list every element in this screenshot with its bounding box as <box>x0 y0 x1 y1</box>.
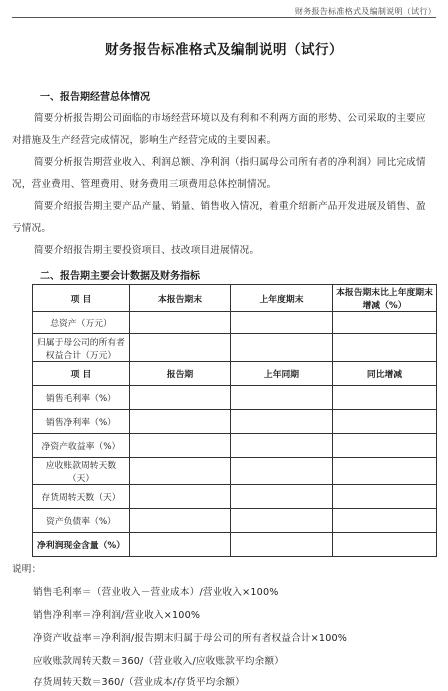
table-cell <box>333 533 437 557</box>
header-item-2: 项 目 <box>33 362 130 386</box>
table-cell <box>130 312 231 334</box>
table-cell <box>231 533 333 557</box>
table-cell <box>231 410 333 434</box>
table-cell <box>333 334 437 362</box>
table-row <box>33 485 437 509</box>
document-title: 财务报告标准格式及编制说明（试行） <box>105 42 343 58</box>
formula-receivable-days: 应收账款周转天数＝360/（营业收入/应收账款平均余额） <box>33 656 285 667</box>
table-cell <box>130 458 231 485</box>
header-prior-year-end: 上年度期末 <box>231 285 333 312</box>
header-current-period-end: 本报告期末 <box>130 285 231 312</box>
header-divider <box>12 17 436 18</box>
table-cell <box>231 312 333 334</box>
section-1-heading: 一、报告期经营总体情况 <box>40 92 150 103</box>
table-cell <box>130 533 231 557</box>
formula-inventory-days: 存货周转天数＝360/（营业成本/存货平均余额） <box>33 677 245 688</box>
row-label-total-assets: 总资产（万元） <box>33 312 130 334</box>
table-row <box>33 386 437 410</box>
table-cell <box>130 334 231 362</box>
table-row <box>33 533 437 557</box>
row-label-receivable-days: 应收账款周转天数（天） <box>33 458 130 485</box>
row-label-debt-ratio: 资产负债率（%） <box>33 509 130 533</box>
table-row <box>33 312 437 334</box>
table-cell <box>231 509 333 533</box>
header-same-period-last-year: 上年同期 <box>231 362 333 386</box>
section-2-heading: 二、报告期主要会计数据及财务指标 <box>40 271 200 282</box>
header-change-vs-prior-year-end: 本报告期末比上年度期末增减（%） <box>333 285 437 312</box>
table-cell <box>231 334 333 362</box>
row-label-roe: 净资产收益率（%） <box>33 434 130 458</box>
header-item: 项 目 <box>33 285 130 312</box>
table-cell <box>333 434 437 458</box>
row-label-parent-equity: 归属于母公司的所有者权益合计（万元） <box>33 334 130 362</box>
table-header-row-2 <box>33 362 437 386</box>
section-1-paragraph-4: 简要介绍报告期主要投资项目、技改项目进展情况。 <box>34 245 260 256</box>
table-row <box>33 458 437 485</box>
notes-label: 说明： <box>12 564 42 575</box>
table-cell <box>130 485 231 509</box>
table-cell <box>231 458 333 485</box>
table-cell <box>231 386 333 410</box>
table-row <box>33 434 437 458</box>
section-1-paragraph-2: 简要分析报告期营业收入、利润总额、净利润（指归属母公司所有者的净利润）同比完成情况，营业费用、管理费用、财务费用三项费用总体控制情况。 <box>12 157 426 190</box>
table-cell <box>130 410 231 434</box>
row-label-net-margin: 销售净利率（%） <box>33 410 130 434</box>
financial-indicators-table <box>32 284 437 557</box>
table-cell <box>231 485 333 509</box>
section-1-paragraph-3: 简要介绍报告期主要产品产量、销量、销售收入情况，着重介绍新产品开发进展及销售、盈亏情况。 <box>12 201 426 234</box>
formula-gross-margin: 销售毛利率＝（营业收入－营业成本）/营业收入×100% <box>33 587 279 598</box>
header-reporting-period: 报告期 <box>130 362 231 386</box>
table-cell <box>333 312 437 334</box>
table-cell <box>130 509 231 533</box>
table-cell <box>333 410 437 434</box>
table-row <box>33 509 437 533</box>
table-cell <box>333 386 437 410</box>
table-cell <box>333 485 437 509</box>
table-row <box>33 410 437 434</box>
section-1-paragraph-1: 简要分析报告期公司面临的市场经营环境以及有利和不利两方面的形势、公司采取的主要应对措施及生产经营完成情况，影响生产经营完成的主要因素。 <box>12 113 426 146</box>
header-yoy-change: 同比增减 <box>333 362 437 386</box>
table-cell <box>130 386 231 410</box>
row-label-gross-margin: 销售毛利率（%） <box>33 386 130 410</box>
row-label-cash-content: 净利润现金含量（%） <box>33 533 130 557</box>
formula-net-margin: 销售净利率＝净利润/营业收入×100% <box>33 610 201 621</box>
row-label-inventory-days: 存货周转天数（天） <box>33 485 130 509</box>
table-cell <box>130 434 231 458</box>
table-header-row-1 <box>33 285 437 312</box>
formula-roe: 净资产收益率＝净利润/报告期末归属于母公司的所有者权益合计×100% <box>33 633 348 644</box>
table-cell <box>333 509 437 533</box>
table-row <box>33 334 437 362</box>
table-cell <box>231 434 333 458</box>
table-cell <box>333 458 437 485</box>
running-header: 财务报告标准格式及编制说明（试行） <box>294 7 436 16</box>
